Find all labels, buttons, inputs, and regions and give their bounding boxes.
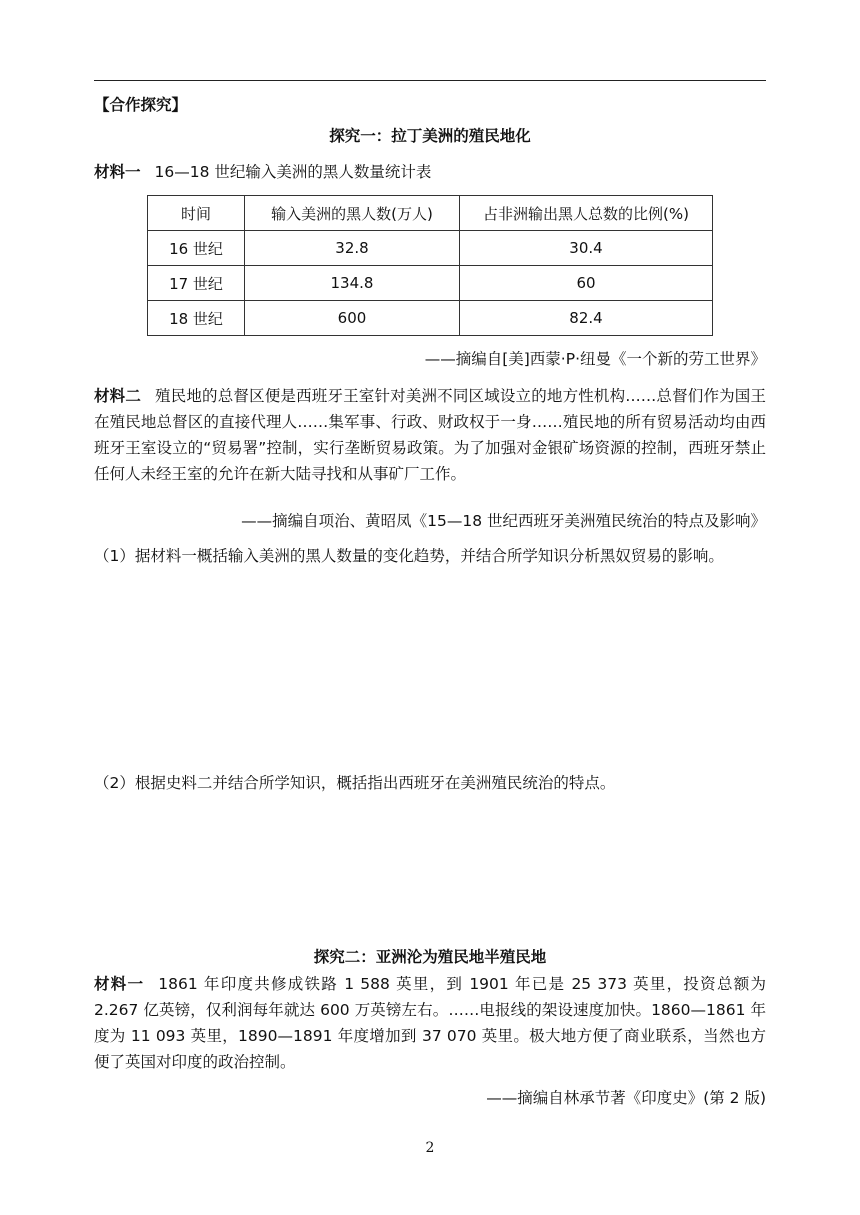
inquiry1-title: 探究一：拉丁美洲的殖民地化 — [329, 127, 531, 145]
table-row — [148, 231, 713, 266]
inquiry2-material1-paragraph — [94, 971, 766, 1075]
material2-source: ——摘编自项治、黄昭凤《15—18 世纪西班牙美洲殖民统治的特点及影响》 — [241, 512, 766, 530]
inquiry2-title: 探究二：亚洲沦为殖民地半殖民地 — [313, 948, 547, 966]
question2: （2）根据史料二并结合所学知识，概括指出西班牙在美洲殖民统治的特点。 — [94, 774, 616, 792]
table-cell: 82.4 — [460, 301, 713, 336]
table-header-cell: 输入美洲的黑人数(万人) — [245, 196, 460, 231]
table-row — [148, 266, 713, 301]
table-row — [148, 301, 713, 336]
table-header-cell: 占非洲输出黑人总数的比例(%) — [460, 196, 713, 231]
table-cell: 60 — [460, 266, 713, 301]
section-heading: 【合作探究】 — [94, 96, 188, 114]
material1-caption: 16—18 世纪输入美洲的黑人数量统计表 — [154, 163, 432, 181]
black-slave-table — [147, 195, 713, 336]
inquiry2-material1-label: 材料一 — [94, 975, 145, 993]
table-cell: 30.4 — [460, 231, 713, 266]
inquiry2-material1-text: 1861 年印度共修成铁路 1 588 英里，到 1901 年已是 25 373 英里，投资总额为 2.267 亿英镑，仅利润每年就达 600 万英镑左右。……电报线的架设速度加快。1860—1861 年度为 11 093 英里，1890—1891 年度增加到 37 070 英里。极大地方便了商业联系，当然也方便了英国对印度的政治控制。 — [94, 975, 766, 1071]
material2-paragraph — [94, 383, 766, 487]
table-cell: 134.8 — [245, 266, 460, 301]
table-cell: 16 世纪 — [148, 231, 245, 266]
table-cell: 600 — [245, 301, 460, 336]
material2-text: 殖民地的总督区便是西班牙王室针对美洲不同区域设立的地方性机构……总督们作为国王在殖民地总督区的直接代理人……集军事、行政、财政权于一身……殖民地的所有贸易活动均由西班牙王室设立的“贸易署”控制，实行垄断贸易政策。为了加强对金银矿场资源的控制，西班牙禁止任何人未经王室的允许在新大陆寻找和从事矿厂工作。 — [94, 387, 766, 483]
material1-label: 材料一 — [94, 163, 141, 181]
table-cell: 32.8 — [245, 231, 460, 266]
table-header-cell: 时间 — [148, 196, 245, 231]
table-cell: 18 世纪 — [148, 301, 245, 336]
inquiry2-material1-source: ——摘编自林承节著《印度史》(第 2 版) — [486, 1089, 766, 1107]
page-number: 2 — [425, 1140, 435, 1156]
material1-caption-line — [94, 160, 431, 182]
material1-source: ——摘编自[美]西蒙·P·纽曼《一个新的劳工世界》 — [424, 350, 766, 368]
question1: （1）据材料一概括输入美洲的黑人数量的变化趋势，并结合所学知识分析黑奴贸易的影响。 — [94, 547, 724, 565]
material2-label: 材料二 — [94, 387, 142, 405]
table-header-row — [148, 196, 713, 231]
table-cell: 17 世纪 — [148, 266, 245, 301]
header-rule — [94, 80, 766, 81]
